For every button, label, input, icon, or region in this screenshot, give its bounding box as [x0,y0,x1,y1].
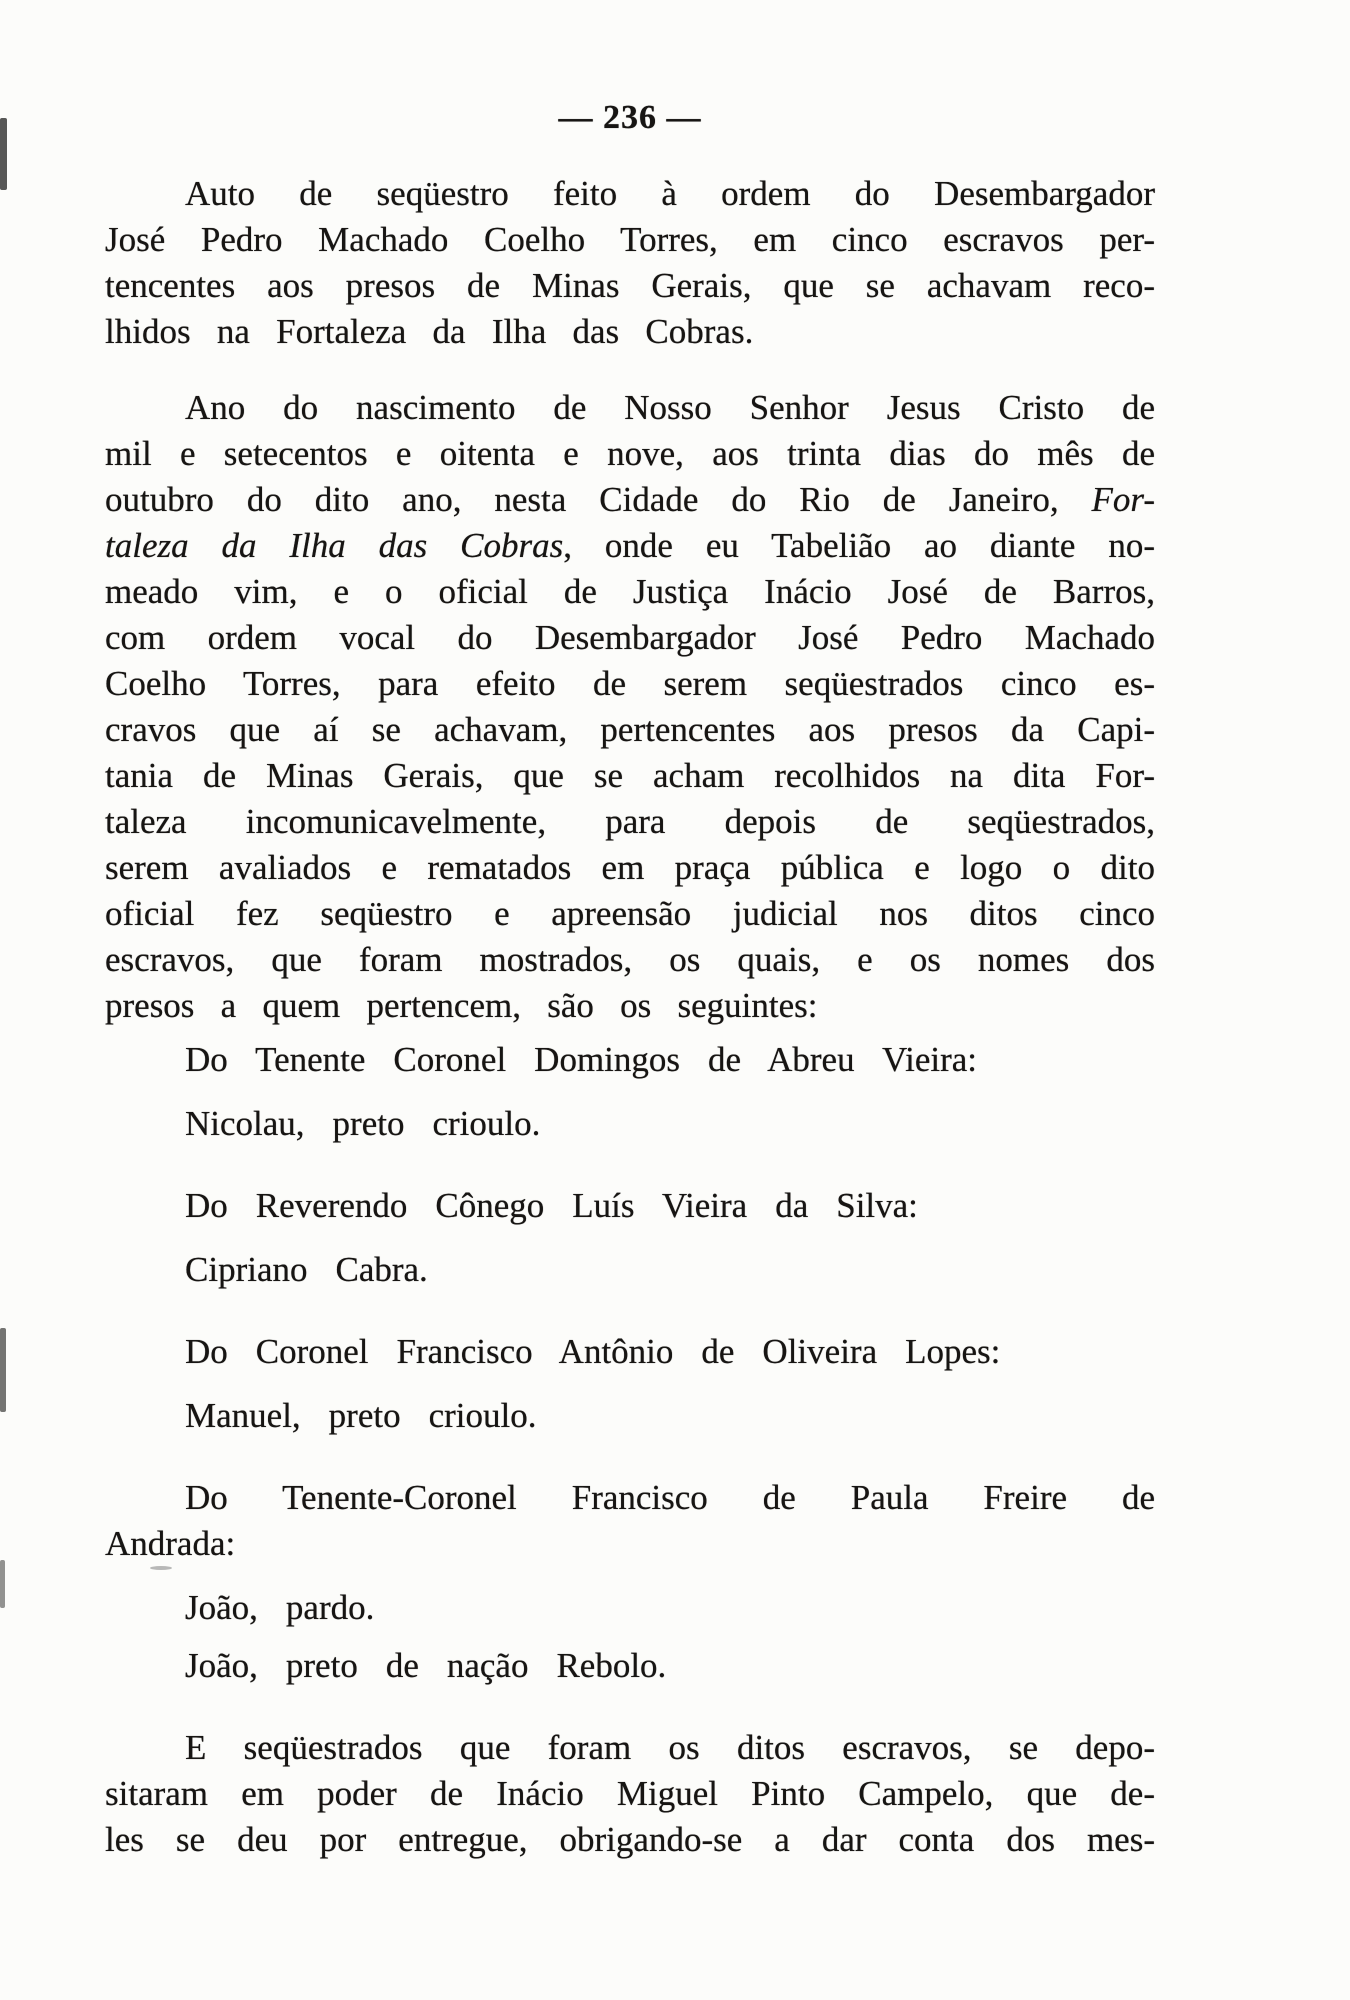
text-line [105,661,1155,707]
text-line [105,217,1155,263]
text-run: escravos, que foram mostrados, os quais, e os nomes dos [105,940,1155,979]
text-column [105,95,1155,1863]
text-run: mil e setecentos e oitenta e nove, aos trinta dias do mês de [105,434,1155,473]
text-line [105,263,1155,309]
text-run: taleza incomunicavelmente, para depois de seqüestrados, [105,802,1155,841]
text-run: cravos que aí se achavam, pertencentes aos presos da Capi- [105,710,1155,749]
text-run: Nicolau, preto crioulo. [185,1104,541,1143]
block-name [105,1585,1155,1631]
block-name [105,1247,1155,1293]
scan-artifact [0,118,7,190]
text-line [105,523,1155,569]
block-heading [105,1329,1155,1375]
italic-text-run: For- [1091,480,1155,519]
text-line [105,431,1155,477]
text-line [105,569,1155,615]
text-run: les se deu por entregue, obrigando-se a dar conta dos mes- [105,1820,1155,1859]
block-body-par [105,385,1155,1029]
text-run: Do Reverendo Cônego Luís Vieira da Silva: [185,1186,918,1225]
text-run: tania de Minas Gerais, que se acham recolhidos na dita For- [105,756,1155,795]
block-closing [105,1725,1155,1863]
scan-artifact [0,1560,5,1608]
text-run: Do Tenente Coronel Domingos de Abreu Vieira: [185,1040,978,1079]
block-heading [105,1475,1155,1567]
text-line [105,1475,1155,1521]
text-line [105,1771,1155,1817]
text-line [105,1817,1155,1863]
text-run: tencentes aos presos de Minas Gerais, que se achavam reco- [105,266,1155,305]
text-line [105,1585,1155,1631]
text-line [105,1393,1155,1439]
text-run: Do Tenente-Coronel Francisco de Paula Freire de [185,1478,1155,1517]
text-line [105,753,1155,799]
text-run: Ano do nascimento de Nosso Senhor Jesus Cristo de [185,388,1155,427]
text-run: Coelho Torres, para efeito de serem seqüestrados cinco es- [105,664,1155,703]
text-line [105,1521,1155,1567]
text-run: sitaram em poder de Inácio Miguel Pinto Campelo, que de- [105,1774,1155,1813]
text-run: Do Coronel Francisco Antônio de Oliveira Lopes: [185,1332,1001,1371]
text-run: Cipriano Cabra. [185,1250,428,1289]
text-run: presos a quem pertencem, são os seguintes: [105,986,818,1025]
text-line [105,171,1155,217]
text-line [105,937,1155,983]
text-line [105,477,1155,523]
scan-artifact [0,1328,6,1412]
text-run: serem avaliados e rematados em praça pública e logo o dito [105,848,1155,887]
text-line [105,891,1155,937]
italic-text-run: taleza da Ilha das Cobras [105,526,564,565]
text-run: oficial fez seqüestro e apreensão judicial nos ditos cinco [105,894,1155,933]
text-line [105,707,1155,753]
block-heading [105,1183,1155,1229]
page-number: — 236 — [558,99,702,136]
text-line [105,799,1155,845]
text-run: João, pardo. [185,1588,375,1627]
text-run: Manuel, preto crioulo. [185,1396,537,1435]
text-run: Auto de seqüestro feito à ordem do Desembargador [185,174,1155,213]
text-run: , onde eu Tabelião ao diante no- [563,526,1155,565]
text-line [105,1247,1155,1293]
text-run: Andrada: [105,1524,236,1563]
text-run: lhidos na Fortaleza da Ilha das Cobras. [105,312,754,351]
text-line [105,1183,1155,1229]
text-line [105,1101,1155,1147]
text-run: E seqüestrados que foram os ditos escravos, se depo- [185,1728,1155,1767]
block-summary [105,171,1155,355]
text-run: João, preto de nação Rebolo. [185,1646,667,1685]
text-run: José Pedro Machado Coelho Torres, em cinco escravos per- [105,220,1155,259]
text-line [105,1725,1155,1771]
text-line [105,1643,1155,1689]
text-run: com ordem vocal do Desembargador José Pedro Machado [105,618,1155,657]
text-line [105,615,1155,661]
text-line [105,845,1155,891]
text-line [105,309,1155,355]
text-run: meado vim, e o oficial de Justiça Inácio José de Barros, [105,572,1155,611]
text-line [105,1329,1155,1375]
block-heading [105,1037,1155,1083]
block-name [105,1643,1155,1689]
text-line [105,1037,1155,1083]
text-line [105,983,1155,1029]
text-line [105,385,1155,431]
block-name [105,1393,1155,1439]
block-name [105,1101,1155,1147]
text-run: outubro do dito ano, nesta Cidade do Rio de Janeiro, [105,480,1092,519]
